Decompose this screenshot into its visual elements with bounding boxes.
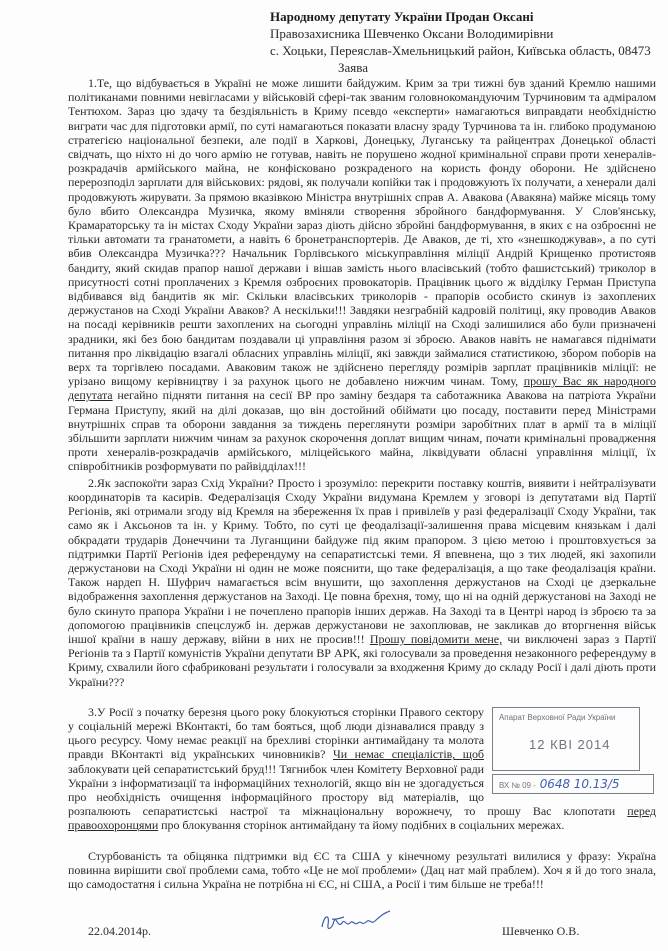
- sender: Правозахисника Шевченко Оксани Володимирівни: [270, 26, 554, 41]
- p1-underlined: прошу Вас як народного депутата: [68, 374, 656, 403]
- received-stamp: [492, 707, 640, 771]
- stamp-organization: Апарат Верховної Ради України: [499, 712, 616, 722]
- stamp-block: [492, 707, 656, 794]
- reg-number: 0648 10.13/5: [539, 776, 620, 791]
- sender-address: с. Хоцьки, Переяслав-Хмельницький район, Київська область, 08473: [270, 43, 651, 58]
- document-date: 22.04.2014р.: [88, 924, 151, 939]
- p3-underlined-2: перед правоохоронцями: [68, 804, 656, 833]
- registration-number: [492, 774, 654, 794]
- p3-text-mid: заблокувати цей сепаратистський бруд!!! Тягнибок член Комітету Верховної ради України з інформатизації та інформаційних технологій, якщо він не здогадується про необхідність очищення інформаційного простору від матеріалів, що розпалюють сепаратистські настрої та міжнаціональну ворожнечу, то прошу Вас клопотати: [68, 761, 628, 819]
- p3-text: 3.У Росії з початку березня цього року блокуються сторінки Правого сектору у соціальній мережі ВКонтакті, бо там бояться, щоб люди дізнавалися правду з цього ресурсу. Чому немає реакції на брехливі сторінки антимайдану та молота правди ВКонтакті від українських чиновників?: [68, 704, 484, 762]
- paragraph-3: [68, 705, 656, 833]
- paragraph-4: Стурбованість та обіцянка підтримки від ЄС та США у кінечному результаті вилилися у фразу: Україна повинна вирішити свої проблеми сама, тобто «Це не мої проблеми» (Дац нат май праблем). Хоч я й до того знала, що самодостатня і сильна Україна не потрібна ні ЄС, ні США, а Росії і тим більше не треба!!!: [68, 848, 656, 891]
- document-type: Заява: [338, 60, 368, 75]
- signature-row: [68, 909, 656, 939]
- p2-text: 2.Як заспокоїти зараз Схід України? Просто і зрозуміло: перекрити поставку коштів, виявити і нейтралізувати координаторів та касирів. Федералізація Сходу України видумана Кремлем у зговорі із депутатами від Партії Регіонів, які отримали згоду від Кремля на збереження їх прав і привілеїв у разі федералізації Сходу України, так само як і Аксьонов та ін. у Криму. Тобто, по суті це феодалізації-залишення права місцевим князькам і далі обкрадати трударів Донеччини та Луганщини байдуже під яким прапором. З цією метою і проштовхується за підтримки Партії Регіонів ідея референдуму на сепаратистські теми. Я впевнена, що з тих людей, які захопили держустанови на Сході України ні один не може пояснити, що таке федералізація, а що таке феодалізація країни. Також нардеп Н. Шуфрич намагається всім внушити, що захоплення держустанов на Сході це дзеркальне відображення захоплення держустанов на Заході. Це повна брехня, тому, що ні на одній держустанові на Заході не було скинуто прапора України і не почеплено прапорів інших держав. На Заході та в Центрі народ із зброєю та за допомогою працівників спецслужб ін. держав держустанови не захоплював, не закликав до вторгнення військ іншої країни в нашу державу, війни в них не просив!!!: [68, 475, 656, 646]
- p2-text-end: чи виключені зараз з Партії Регіонів та з Партії комуністів України депутати ВР АРК, які голосували за проведення незаконного референдуму в Криму, схвалили його сфабриковані результати і голосували за входження Криму до складу Росії і далі діють проти України???: [68, 631, 656, 689]
- signature-image: [318, 909, 502, 939]
- p1-text: 1.Те, що відбувається в Україні не може лишити байдужим. Крим за три тижні був зданий Кремлю нашими політиканами повними невігласами у військовій сфері-так званим головнокомандуючим Турчиновим та адміралом Тентюхом. Зараз цю здачу та бездіяльність в Криму псевдо «експерти» намагаються виправдати необхідністю виграти час для підготовки армії, по суті намагаються показати власну зраду Турчинова та ін. глибоко продуманою стратегією національної безпеки, але події в Харкові, Донецьку, Луганську та райцентрах Донецької області свідчать, що ніхто ні до чого армію не готував, навіть не порушено жодної кримінальної справи проти хенералів-розкрадачів армійського майна, не конфісковано розкраденого на користь фонду оборони. Не здійснено перерозподіл зарплати для військових: рядові, як получали копійки так і продовжують їх получати, а хенерали далі продовжують жирувати. За прямою вказівкою Міністра внутрішніх справ А. Авакова (Авакяна) майже місяць тому було вбито Олександра Музичка, якому вміняли створення збройного бандформування. У Слов'янську, Крамараторську та ін містах Сходу України зараз діють дійсно збройні бандформування, в яких є на озброєнні не тільки автомати та гранатомети, а навіть 6 бронетранспортерів. Де Аваков, де ті, хто «знешкоджував», а по суті вбив Олександра Музичка??? Начальник Горлівського міськуправління міліції Андрій Крищенко протистояв бандиту, який скидав прапор нашої держави і вішав замість нього власівський (тобто фашистський) триколор в присутності сотні проплачених з Кремля озброєних провокаторів. Працівник цього ж відділку Герман Приступа відбивався від бандитів як міг. Скільки власівських триколорів - прапорів особисто скинув із захоплених держустанов на Сході України Аваков? А нескільки!!! Завдяки незграбній кадровій політиці, яку проводив Аваков на посаді керівників решти захоплених на сьогодні управлінь міліції на Сході залишилися або були призначені зрадники, які без бою бандитам поздавали ці управління разом зі зброєю. Аваков навіть не намагався піднімати питання про ліквідацію взагалі обласних управлінь міліції, які завжди займалися статистикою, збором поборів на верх та торгівлею посадами. Аваковим також не здійснено перегляду розмірів зарплат працівників міліції: не урізано вищому керівництву і за рахунок цього не добавлено нижчим чинам. Тому,: [68, 76, 656, 389]
- p1-text-end: негайно підняти питання на сесії ВР про заміну бездаря та саботажника Авакова на патріота України Германа Приступу, який на ділі доказав, що він достойний обіймати цю посаду, поставити перед Міністрами внутрішніх справ та оборони завдання за тиждень переглянути розміри заробітних плат в армії та в міліції збільшити зарплати нижчим чинам за рахунок скорочення доплат вищим чинам, почати кримінальні провадження проти хенералів-розкрадачів армійського, міліцейського майна, ліквідувати обласні управління міліції, їх співробітників розформувати по райвідділах!!!: [68, 388, 656, 474]
- p3-underlined: Чи немає спеціалістів, щоб: [332, 747, 484, 762]
- paragraph-1: [68, 76, 656, 474]
- p3-text-end: про блокування сторінок антимайдану та йому подібних в соціальних мережах.: [158, 818, 565, 833]
- reg-prefix: ВХ № 09 -: [499, 780, 536, 790]
- addressee: Народному депутату України Продан Оксані: [270, 9, 534, 24]
- author-name: Шевченко О.В.: [502, 924, 580, 939]
- p2-underlined: Прошу повідомити мене,: [369, 631, 503, 646]
- stamp-date: 12 КВІ 2014: [529, 736, 611, 752]
- paragraph-2: [68, 476, 656, 689]
